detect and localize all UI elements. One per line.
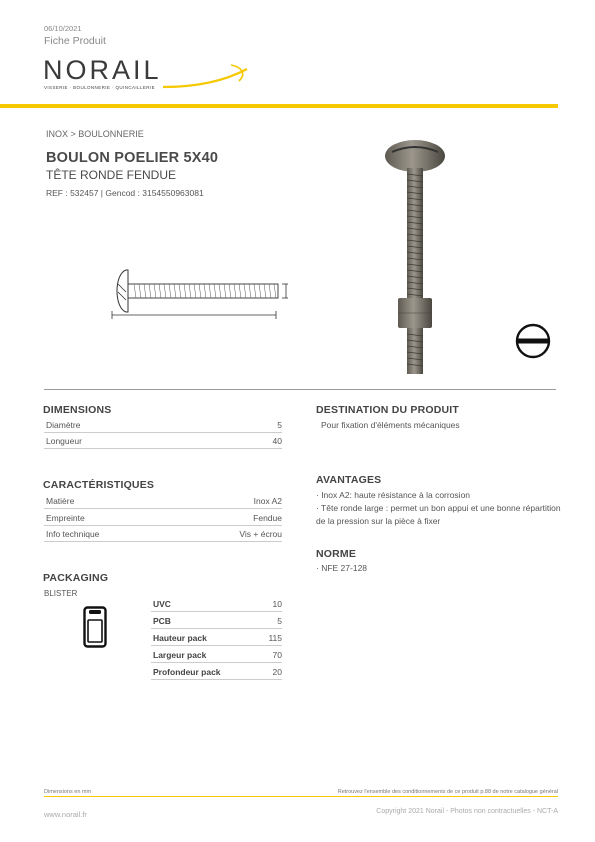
website-link[interactable]: www.norail.fr	[44, 810, 87, 819]
table-row	[151, 647, 282, 663]
avantage-item: · Inox A2: haute résistance à la corrosion	[316, 490, 471, 500]
packaging-title: PACKAGING	[43, 572, 109, 584]
document-type: Fiche Produit	[44, 35, 106, 47]
characteristic-label: Info technique	[46, 529, 100, 539]
caracteristiques-title: CARACTÉRISTIQUES	[43, 479, 155, 491]
header-accent-bar	[0, 104, 558, 108]
section-divider	[44, 389, 556, 390]
bolt-product-photo	[380, 138, 450, 378]
dimension-label: Longueur	[46, 436, 82, 446]
product-reference: REF : 532457 | Gencod : 3154550963081	[46, 188, 204, 198]
table-row	[151, 630, 282, 646]
norail-logo	[43, 55, 248, 95]
dimension-value: 5	[277, 420, 282, 430]
dimensions-title: DIMENSIONS	[43, 404, 112, 416]
destination-text: Pour fixation d'éléments mécaniques	[321, 420, 460, 430]
catalogue-note: Retrouvez l'ensemble des conditionnements de ce produit p.88 de notre catalogue général	[337, 789, 558, 795]
logo-tagline: VISSERIE · BOULONNERIE · QUINCAILLERIE	[44, 85, 155, 90]
packaging-value: 70	[272, 650, 282, 660]
avantage-item: · Tête ronde large : permet un bon appui et une bonne répartition de la pression sur la pièce à fixer	[316, 503, 561, 526]
characteristic-label: Empreinte	[46, 513, 85, 523]
product-subtitle: TÊTE RONDE FENDUE	[46, 168, 177, 182]
table-row	[151, 664, 282, 680]
packaging-value: 115	[268, 633, 282, 643]
table-row	[44, 417, 282, 433]
packaging-label: Hauteur pack	[153, 633, 207, 643]
table-row	[44, 433, 282, 449]
packaging-label: Largeur pack	[153, 650, 207, 660]
document-date: 06/10/2021	[44, 24, 82, 33]
copyright-text: Copyright 2021 Norail - Photos non contractuelles - NCT-A	[376, 808, 558, 815]
avantages-title: AVANTAGES	[316, 474, 382, 486]
table-row	[44, 526, 282, 542]
breadcrumb: INOX > BOULONNERIE	[46, 129, 144, 139]
characteristic-value: Fendue	[253, 513, 282, 523]
characteristic-value: Inox A2	[253, 496, 282, 506]
blister-pack-icon	[83, 606, 107, 648]
packaging-value: 20	[272, 667, 282, 677]
table-row	[44, 493, 282, 509]
packaging-type: BLISTER	[44, 589, 78, 598]
footer-accent-line	[44, 796, 558, 797]
packaging-value: 5	[277, 616, 282, 626]
packaging-label: UVC	[153, 599, 171, 609]
bolt-technical-drawing	[108, 266, 293, 324]
packaging-value: 10	[272, 599, 282, 609]
table-row	[44, 510, 282, 526]
norme-title: NORME	[316, 548, 357, 560]
dimensions-note: Dimensions en mm	[44, 789, 92, 795]
dimension-label: Diamètre	[46, 420, 81, 430]
product-title: BOULON POELIER 5X40	[46, 150, 219, 166]
logo-word: NORAIL	[43, 55, 162, 85]
packaging-label: PCB	[153, 616, 171, 626]
logo-swoosh-icon	[161, 61, 251, 91]
destination-title: DESTINATION DU PRODUIT	[316, 404, 460, 416]
packaging-label: Profondeur pack	[153, 667, 221, 677]
slotted-screw-head-icon	[515, 323, 551, 359]
dimension-value: 40	[272, 436, 282, 446]
norme-item: · NFE 27-128	[316, 563, 368, 573]
table-row	[151, 596, 282, 612]
table-row	[151, 613, 282, 629]
characteristic-value: Vis + écrou	[239, 529, 282, 539]
characteristic-label: Matière	[46, 496, 75, 506]
